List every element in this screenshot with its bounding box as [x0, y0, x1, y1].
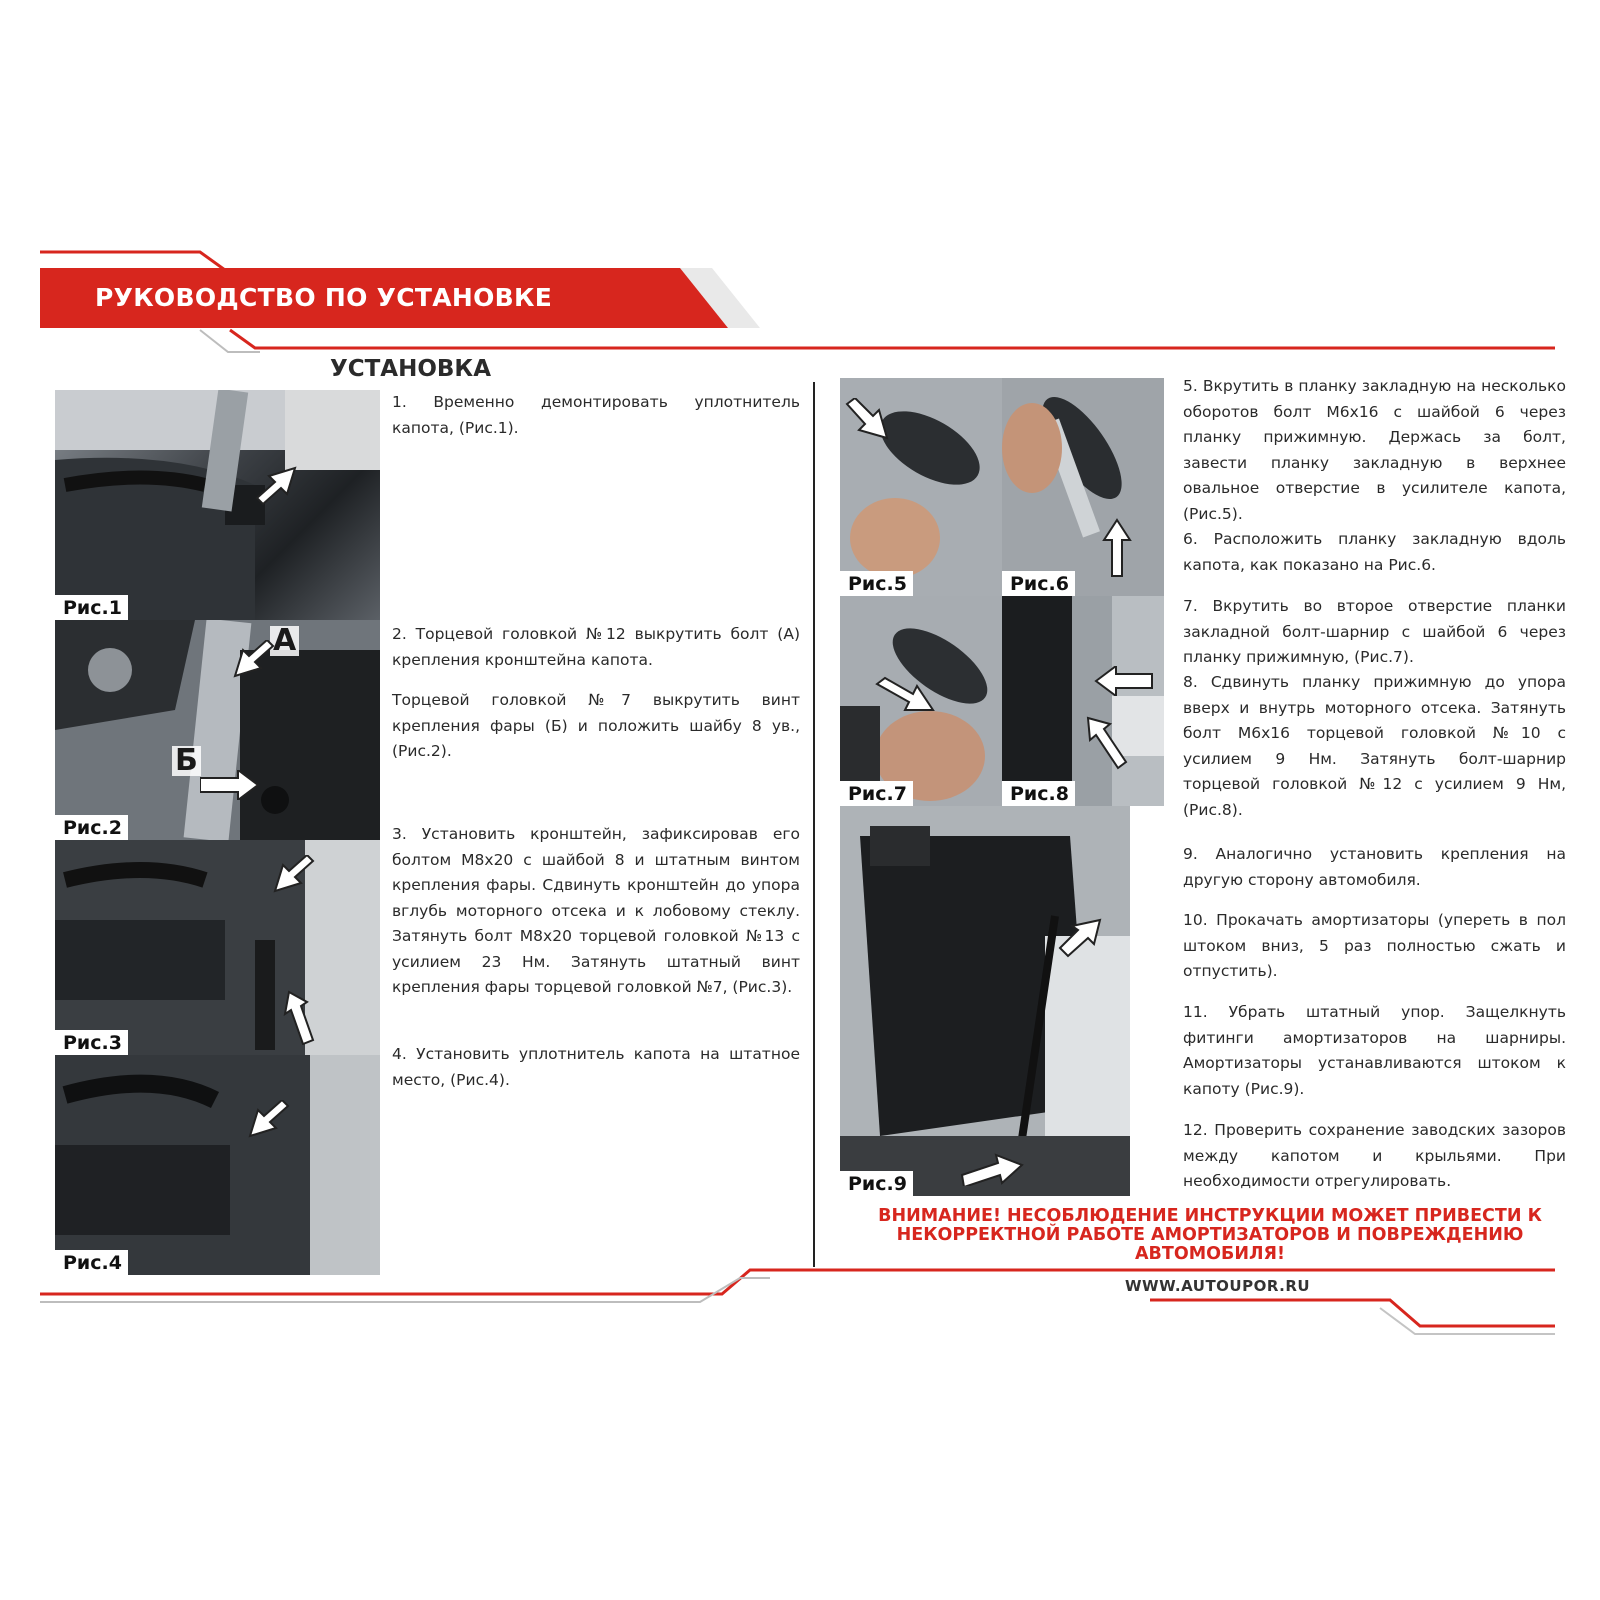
figure-7-label: Рис.7 — [840, 781, 913, 806]
figure-2-label: Рис.2 — [55, 815, 128, 840]
step-1-text: 1. Временно демонтировать уплотнитель капота, (Рис.1). — [392, 393, 800, 437]
arrow-icon — [960, 1151, 1025, 1186]
figure-4-label: Рис.4 — [55, 1250, 128, 1275]
figure-5-label: Рис.5 — [840, 571, 913, 596]
figure-4-photo — [55, 1055, 380, 1275]
arrow-icon — [1094, 666, 1154, 696]
figure-1-photo — [55, 390, 380, 620]
arrow-icon — [255, 855, 315, 900]
step-2-text: 2. Торцевой головкой №12 выкрутить болт (А) крепления кронштейна капота. — [392, 625, 800, 669]
warning-line-3: АВТОМОБИЛЯ! — [1135, 1244, 1285, 1264]
step-4-text: 4. Установить уплотнитель капота на штатное место, (Рис.4). — [392, 1045, 800, 1089]
arrow-icon — [230, 1100, 290, 1145]
figure-6-photo — [1002, 378, 1164, 596]
step-9-text: 9. Аналогично установить крепления на другую сторону автомобиля. — [1183, 845, 1566, 889]
figure-3-photo — [55, 840, 380, 1055]
column-divider — [813, 382, 815, 1267]
figure-8-photo — [1002, 596, 1164, 806]
arrow-icon — [1084, 716, 1129, 771]
arrow-icon — [875, 676, 935, 716]
step-6-text: 6. Расположить планку закладную вдоль капота, как показано на Рис.6. — [1183, 530, 1566, 574]
figure-7-photo — [840, 596, 1002, 806]
step-5-text: 5. Вкрутить в планку закладную на несколько оборотов болт М6х16 с шайбой 6 через планку прижимную. Держась за болт, завести планку закладную в верхнее овальное отверстие в усилителе капота, (Рис.5). — [1183, 377, 1566, 523]
arrow-icon — [215, 640, 275, 685]
step-2b-text: Торцевой головкой №7 выкрутить винт крепления фары (Б) и положить шайбу 8 ув., (Рис.2). — [392, 691, 800, 760]
section-title: УСТАНОВКА — [330, 356, 492, 382]
arrow-icon — [277, 990, 317, 1045]
figure-1-label: Рис.1 — [55, 595, 128, 620]
figure-6-label: Рис.6 — [1002, 571, 1075, 596]
figure-9-label: Рис.9 — [840, 1171, 913, 1196]
arrow-icon — [845, 398, 895, 443]
step-11-text: 11. Убрать штатный упор. Защелкнуть фитинги амортизаторов на шарниры. Амортизаторы устанавливаются штоком к капоту (Рис.9). — [1183, 1003, 1566, 1098]
figure-8-label: Рис.8 — [1002, 781, 1075, 806]
step-8-text: 8. Сдвинуть планку прижимную до упора вверх и внутрь моторного отсека. Затянуть болт М6х16 торцевой головкой №10 с усилием 9 Нм. Затянуть болт-шарнир торцевой головкой №12 с усилием 9 Нм, (Рис.8). — [1183, 673, 1566, 819]
footer-lines — [0, 1260, 1600, 1350]
figure-9-photo — [840, 806, 1130, 1196]
page-title: РУКОВОДСТВО ПО УСТАНОВКЕ — [95, 283, 553, 312]
figure-3-label: Рис.3 — [55, 1030, 128, 1055]
footer-website-link[interactable]: WWW.AUTOUPOR.RU — [1125, 1277, 1311, 1295]
warning-line-1: ВНИМАНИЕ! НЕСОБЛЮДЕНИЕ ИНСТРУКЦИИ МОЖЕТ ПРИВЕСТИ К — [878, 1206, 1542, 1226]
figure-2-photo — [55, 620, 380, 840]
arrow-icon — [1058, 918, 1123, 958]
arrow-icon — [200, 770, 260, 800]
warning-line-2: НЕКОРРЕКТНОЙ РАБОТЕ АМОРТИЗАТОРОВ И ПОВРЕЖДЕНИЮ — [896, 1225, 1524, 1245]
marker-a: А — [270, 626, 299, 656]
step-3-text: 3. Установить кронштейн, зафиксировав его болтом М8х20 с шайбой 8 и штатным винтом крепления фары. Сдвинуть кронштейн до упора вглубь моторного отсека и к лобовому стеклу. Затянуть болт М8х20 торцевой головкой №13 с усилием 23 Нм. Затянуть штатный винт крепления фары торцевой головкой №7, (Рис.3). — [392, 825, 800, 996]
arrow-icon — [255, 460, 315, 505]
marker-b: Б — [172, 746, 201, 776]
arrow-icon — [1102, 518, 1132, 578]
step-10-text: 10. Прокачать амортизаторы (упереть в пол штоком вниз, 5 раз полностью сжать и отпустить). — [1183, 911, 1566, 980]
warning-text — [860, 1207, 1560, 1264]
step-12-text: 12. Проверить сохранение заводских зазоров между капотом и крыльями. При необходимости отрегулировать. — [1183, 1121, 1566, 1190]
step-7-text: 7. Вкрутить во второе отверстие планки закладной болт-шарнир с шайбой 6 через планку прижимную, (Рис.7). — [1183, 597, 1566, 666]
figure-5-photo — [840, 378, 1002, 596]
